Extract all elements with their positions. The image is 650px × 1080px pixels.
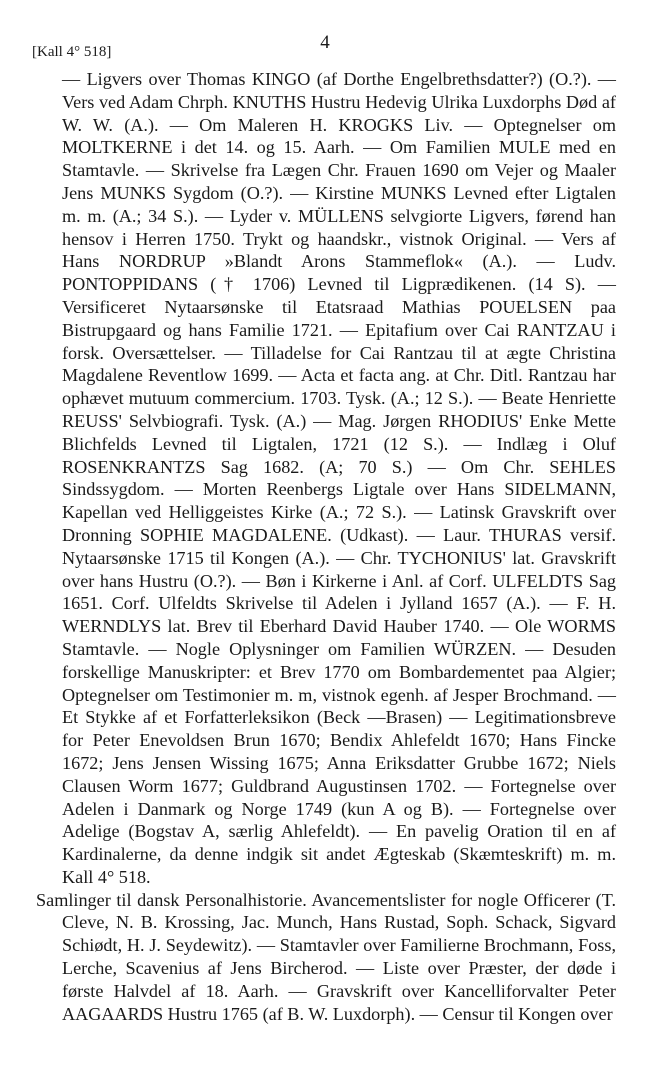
catalogue-text xyxy=(36,68,616,1025)
catalogue-entry-continuation: — Ligvers over Thomas KINGO (af Dorthe Engelbrethsdatter?) (O.?). — Vers ved Adam Chrph. KNUTHS Hustru Hedevig Ulrika Luxdorphs Død af W. W. (A.). — Om Maleren H. KROGKS Liv. — Optegnelser om MOLTKERNE i det 14. og 15. Aarh. — Om Familien MULE med en Stamtavle. — Skrivelse fra Lægen Chr. Frauen 1690 om Vejer og Maaler Jens MUNKS Sygdom (O.?). — Kirstine MUNKS Levned efter Ligtalen m. m. (A.; 34 S.). — Lyder v. MÜLLENS selvgiorte Ligvers, førend han hensov i Herren 1750. Trykt og haandskr., vistnok Original. — Vers af Hans NORDRUP »Blandt Arons Stammeflok« (A.). — Ludv. PONTOPPIDANS († 1706) Levned til Ligprædikenen. (14 S). — Versificeret Nytaarsønske til Etatsraad Mathias POUELSEN paa Bistrupgaard og hans Familie 1721. — Epitafium over Cai RANTZAU i forsk. Oversættelser. — Tilladelse for Cai Rantzau til at ægte Christina Magdalene Reventlow 1699. — Acta et facta ang. at Chr. Ditl. Rantzau har ophævet mutuum commercium. 1703. Tysk. (A.; 12 S.). — Beate Henriette REUSS' Selvbiografi. Tysk. (A.) — Mag. Jørgen RHODIUS' Enke Mette Blichfelds Levned til Ligtalen, 1721 (12 S.). — Indlæg i Oluf ROSENKRANTZS Sag 1682. (A; 70 S.) — Om Chr. SEHLES Sindssygdom. — Morten Reenbergs Ligtale over Hans SIDELMANN, Kapellan ved Helliggeistes Kirke (A.; 72 S.). — Latinsk Gravskrift over Dronning SOPHIE MAGDALENE. (Udkast). — Laur. THURAS versif. Nytaarsønske 1715 til Kongen (A.). — Chr. TYCHONIUS' lat. Gravskrift over hans Hustru (O.?). — Bøn i Kirkerne i Anl. af Corf. ULFELDTS Sag 1651. Corf. Ulfeldts Skrivelse til Adelen i Jylland 1657 (A.). — F. H. WERNDLYS lat. Brev til Eberhard David Hauber 1740. — Ole WORMS Stamtavle. — Nogle Oplysninger om Familien WÜRZEN. — Desuden forskellige Manuskripter: et Brev 1770 om Bombardementet paa Algier; Optegnelser om Testimonier m. m, vistnok egenh. af Jesper Brochmand. — Et Stykke af et Forfatterleksikon (Beck —Brasen) — Legitimationsbreve for Peter Enevoldsen Brun 1670; Bendix Ahlefeldt 1670; Hans Fincke 1672; Jens Jensen Wissing 1675; Anna Eriksdatter Grubbe 1672; Niels Clausen Worm 1677; Guldbrand Augustinsen 1702. — Fortegnelse over Adelen i Danmark og Norge 1749 (kun A og B). — Fortegnelse over Adelige (Bogstav A, særlig Ahlefeldt). — En pavelig Oration til en af Kardinalerne, da denne indgik sit andet Ægteskab (Skæmteskrift) m. m. Kall 4° 518. xyxy=(62,69,616,887)
shelfmark-label: [Kall 4° 518] xyxy=(32,44,112,60)
catalogue-entry-personalhistorie: Samlinger til dansk Personalhistorie. Avancementslister for nogle Officerer (T. Cleve, N. B. Krossing, Jac. Munch, Hans Rustad, Soph. Schack, Sigvard Schiødt, H. J. Seydewitz). — Stamtavler over Familierne Brochmann, Foss, Lerche, Scavenius af Jens Bircherod. — Liste over Præster, der døde i første Halvdel af 18. Aarh. — Gravskrift over Kancelliforvalter Peter AAGAARDS Hustru 1765 (af B. W. Luxdorph). — Censur til Kongen over xyxy=(36,889,616,1024)
page-number: 4 xyxy=(320,32,330,53)
